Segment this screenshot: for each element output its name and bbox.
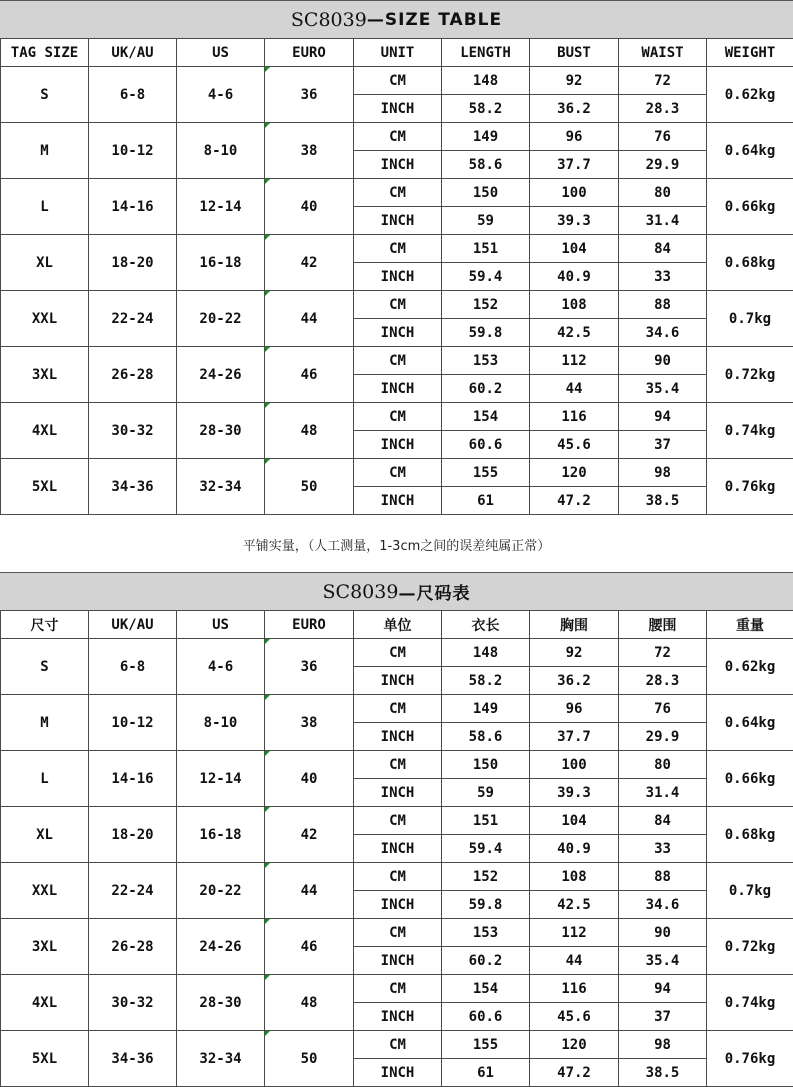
bust-inch-cell: 44 xyxy=(530,947,619,975)
tag-size-cell: L xyxy=(1,751,89,807)
waist-inch-cell: 31.4 xyxy=(619,779,707,807)
waist-inch-cell: 38.5 xyxy=(619,1059,707,1087)
tag-size-cell: S xyxy=(1,639,89,695)
bust-cm-cell: 120 xyxy=(530,1031,619,1059)
weight-cell: 0.68kg xyxy=(707,235,793,291)
unit-inch-cell: INCH xyxy=(354,207,442,235)
euro-cell: 48 xyxy=(265,975,354,1031)
tag-size-cell: 5XL xyxy=(1,1031,89,1087)
us-cell: 28-30 xyxy=(177,403,265,459)
uk-au-cell: 18-20 xyxy=(89,807,177,863)
header-unit: UNIT xyxy=(354,39,442,67)
waist-inch-cell: 31.4 xyxy=(619,207,707,235)
length-cm-cell: 153 xyxy=(442,919,530,947)
length-cm-cell: 149 xyxy=(442,123,530,151)
tag-size-cell: M xyxy=(1,123,89,179)
unit-inch-cell: INCH xyxy=(354,263,442,291)
uk-au-cell: 30-32 xyxy=(89,403,177,459)
unit-inch-cell: INCH xyxy=(354,947,442,975)
bust-inch-cell: 37.7 xyxy=(530,723,619,751)
unit-cm-cell: CM xyxy=(354,123,442,151)
uk-au-cell: 10-12 xyxy=(89,695,177,751)
unit-cm-cell: CM xyxy=(354,403,442,431)
unit-cm-cell: CM xyxy=(354,179,442,207)
us-cell: 16-18 xyxy=(177,807,265,863)
header-length: LENGTH xyxy=(442,39,530,67)
weight-cell: 0.66kg xyxy=(707,751,793,807)
unit-cm-cell: CM xyxy=(354,975,442,1003)
euro-cell: 38 xyxy=(265,695,354,751)
tag-size-cell: XXL xyxy=(1,863,89,919)
length-inch-cell: 58.6 xyxy=(442,151,530,179)
uk-au-cell: 26-28 xyxy=(89,919,177,975)
weight-cell: 0.62kg xyxy=(707,639,793,695)
waist-inch-cell: 34.6 xyxy=(619,891,707,919)
euro-cell: 50 xyxy=(265,1031,354,1087)
length-inch-cell: 60.2 xyxy=(442,375,530,403)
uk-au-cell: 34-36 xyxy=(89,1031,177,1087)
bust-inch-cell: 39.3 xyxy=(530,207,619,235)
weight-cell: 0.74kg xyxy=(707,975,793,1031)
unit-inch-cell: INCH xyxy=(354,375,442,403)
tag-size-cell: XXL xyxy=(1,291,89,347)
tag-size-cell: 3XL xyxy=(1,919,89,975)
size-table-code: SC8039 xyxy=(291,9,367,31)
length-cm-cell: 152 xyxy=(442,291,530,319)
bust-cm-cell: 92 xyxy=(530,639,619,667)
waist-inch-cell: 37 xyxy=(619,1003,707,1031)
table-row xyxy=(1,123,793,151)
bust-cm-cell: 92 xyxy=(530,67,619,95)
bust-cm-cell: 96 xyxy=(530,123,619,151)
header-row xyxy=(1,39,793,67)
table-row xyxy=(1,459,793,487)
length-inch-cell: 60.6 xyxy=(442,1003,530,1031)
waist-cm-cell: 76 xyxy=(619,695,707,723)
waist-inch-cell: 33 xyxy=(619,263,707,291)
length-inch-cell: 61 xyxy=(442,487,530,515)
bust-inch-cell: 40.9 xyxy=(530,835,619,863)
euro-cell: 48 xyxy=(265,403,354,459)
length-cm-cell: 149 xyxy=(442,695,530,723)
us-cell: 12-14 xyxy=(177,179,265,235)
waist-inch-cell: 35.4 xyxy=(619,947,707,975)
bust-cm-cell: 116 xyxy=(530,975,619,1003)
waist-cm-cell: 80 xyxy=(619,751,707,779)
waist-cm-cell: 72 xyxy=(619,67,707,95)
us-cell: 8-10 xyxy=(177,123,265,179)
waist-inch-cell: 28.3 xyxy=(619,95,707,123)
unit-inch-cell: INCH xyxy=(354,151,442,179)
weight-cell: 0.68kg xyxy=(707,807,793,863)
waist-cm-cell: 94 xyxy=(619,975,707,1003)
length-cm-cell: 154 xyxy=(442,975,530,1003)
unit-cm-cell: CM xyxy=(354,807,442,835)
us-cell: 28-30 xyxy=(177,975,265,1031)
bust-inch-cell: 40.9 xyxy=(530,263,619,291)
size-table-code-cn: SC8039 xyxy=(323,581,399,603)
table-row xyxy=(1,807,793,835)
bust-cm-cell: 104 xyxy=(530,807,619,835)
tag-size-cell: 4XL xyxy=(1,403,89,459)
weight-cell: 0.76kg xyxy=(707,459,793,515)
length-inch-cell: 59.4 xyxy=(442,263,530,291)
header-weight: WEIGHT xyxy=(707,39,793,67)
uk-au-cell: 18-20 xyxy=(89,235,177,291)
bust-cm-cell: 112 xyxy=(530,347,619,375)
waist-cm-cell: 88 xyxy=(619,863,707,891)
header-euro: EURO xyxy=(265,39,354,67)
us-cell: 8-10 xyxy=(177,695,265,751)
unit-cm-cell: CM xyxy=(354,639,442,667)
header-size-cn: 尺寸 xyxy=(1,611,89,639)
euro-cell: 44 xyxy=(265,863,354,919)
unit-inch-cell: INCH xyxy=(354,1059,442,1087)
euro-cell: 40 xyxy=(265,179,354,235)
bust-cm-cell: 112 xyxy=(530,919,619,947)
table-row xyxy=(1,291,793,319)
unit-inch-cell: INCH xyxy=(354,779,442,807)
us-cell: 4-6 xyxy=(177,67,265,123)
waist-cm-cell: 76 xyxy=(619,123,707,151)
tag-size-cell: 3XL xyxy=(1,347,89,403)
header-length-cn: 衣长 xyxy=(442,611,530,639)
uk-au-cell: 10-12 xyxy=(89,123,177,179)
size-table-cn xyxy=(0,610,793,1087)
table-row xyxy=(1,751,793,779)
header-uk-au-cn: UK/AU xyxy=(89,611,177,639)
header-weight-cn: 重量 xyxy=(707,611,793,639)
length-cm-cell: 155 xyxy=(442,459,530,487)
header-row-cn xyxy=(1,611,793,639)
table-row xyxy=(1,235,793,263)
header-euro-cn: EURO xyxy=(265,611,354,639)
euro-cell: 46 xyxy=(265,347,354,403)
waist-inch-cell: 34.6 xyxy=(619,319,707,347)
waist-cm-cell: 90 xyxy=(619,347,707,375)
weight-cell: 0.64kg xyxy=(707,123,793,179)
size-table-title xyxy=(0,0,793,39)
table-row xyxy=(1,863,793,891)
waist-cm-cell: 80 xyxy=(619,179,707,207)
unit-cm-cell: CM xyxy=(354,347,442,375)
length-cm-cell: 150 xyxy=(442,751,530,779)
length-cm-cell: 154 xyxy=(442,403,530,431)
bust-inch-cell: 37.7 xyxy=(530,151,619,179)
size-table-suffix-cn: —尺码表 xyxy=(398,579,470,604)
size-table-en xyxy=(0,38,793,515)
length-inch-cell: 59 xyxy=(442,207,530,235)
weight-cell: 0.7kg xyxy=(707,863,793,919)
uk-au-cell: 14-16 xyxy=(89,751,177,807)
waist-cm-cell: 94 xyxy=(619,403,707,431)
bust-inch-cell: 45.6 xyxy=(530,1003,619,1031)
us-cell: 16-18 xyxy=(177,235,265,291)
length-inch-cell: 59 xyxy=(442,779,530,807)
length-cm-cell: 153 xyxy=(442,347,530,375)
bust-inch-cell: 42.5 xyxy=(530,319,619,347)
uk-au-cell: 6-8 xyxy=(89,67,177,123)
size-table-suffix: —SIZE TABLE xyxy=(367,10,502,30)
table-row xyxy=(1,403,793,431)
waist-cm-cell: 90 xyxy=(619,919,707,947)
weight-cell: 0.74kg xyxy=(707,403,793,459)
euro-cell: 40 xyxy=(265,751,354,807)
euro-cell: 46 xyxy=(265,919,354,975)
euro-cell: 36 xyxy=(265,67,354,123)
us-cell: 20-22 xyxy=(177,863,265,919)
tag-size-cell: M xyxy=(1,695,89,751)
header-us: US xyxy=(177,39,265,67)
unit-cm-cell: CM xyxy=(354,695,442,723)
us-cell: 4-6 xyxy=(177,639,265,695)
length-inch-cell: 58.2 xyxy=(442,95,530,123)
unit-cm-cell: CM xyxy=(354,291,442,319)
waist-inch-cell: 29.9 xyxy=(619,723,707,751)
unit-cm-cell: CM xyxy=(354,235,442,263)
uk-au-cell: 14-16 xyxy=(89,179,177,235)
header-tag-size: TAG SIZE xyxy=(1,39,89,67)
euro-cell: 44 xyxy=(265,291,354,347)
bust-cm-cell: 100 xyxy=(530,751,619,779)
bust-cm-cell: 120 xyxy=(530,459,619,487)
weight-cell: 0.62kg xyxy=(707,67,793,123)
tag-size-cell: L xyxy=(1,179,89,235)
table-row xyxy=(1,179,793,207)
waist-cm-cell: 98 xyxy=(619,459,707,487)
length-inch-cell: 61 xyxy=(442,1059,530,1087)
unit-inch-cell: INCH xyxy=(354,319,442,347)
tag-size-cell: XL xyxy=(1,807,89,863)
header-waist-cn: 腰围 xyxy=(619,611,707,639)
weight-cell: 0.76kg xyxy=(707,1031,793,1087)
table-row xyxy=(1,919,793,947)
weight-cell: 0.66kg xyxy=(707,179,793,235)
weight-cell: 0.7kg xyxy=(707,291,793,347)
waist-inch-cell: 28.3 xyxy=(619,667,707,695)
waist-inch-cell: 29.9 xyxy=(619,151,707,179)
length-inch-cell: 60.2 xyxy=(442,947,530,975)
size-table-title-cn xyxy=(0,572,793,611)
unit-inch-cell: INCH xyxy=(354,667,442,695)
unit-inch-cell: INCH xyxy=(354,723,442,751)
uk-au-cell: 6-8 xyxy=(89,639,177,695)
tag-size-cell: 5XL xyxy=(1,459,89,515)
table-row xyxy=(1,1031,793,1059)
us-cell: 20-22 xyxy=(177,291,265,347)
length-inch-cell: 59.4 xyxy=(442,835,530,863)
waist-inch-cell: 33 xyxy=(619,835,707,863)
bust-cm-cell: 116 xyxy=(530,403,619,431)
euro-cell: 50 xyxy=(265,459,354,515)
us-cell: 32-34 xyxy=(177,459,265,515)
length-inch-cell: 59.8 xyxy=(442,891,530,919)
header-us-cn: US xyxy=(177,611,265,639)
waist-inch-cell: 37 xyxy=(619,431,707,459)
unit-inch-cell: INCH xyxy=(354,487,442,515)
us-cell: 12-14 xyxy=(177,751,265,807)
unit-cm-cell: CM xyxy=(354,459,442,487)
unit-cm-cell: CM xyxy=(354,67,442,95)
uk-au-cell: 22-24 xyxy=(89,863,177,919)
weight-cell: 0.72kg xyxy=(707,919,793,975)
length-cm-cell: 155 xyxy=(442,1031,530,1059)
bust-cm-cell: 108 xyxy=(530,291,619,319)
header-bust: BUST xyxy=(530,39,619,67)
unit-inch-cell: INCH xyxy=(354,431,442,459)
bust-cm-cell: 108 xyxy=(530,863,619,891)
header-uk-au: UK/AU xyxy=(89,39,177,67)
bust-cm-cell: 96 xyxy=(530,695,619,723)
bust-inch-cell: 42.5 xyxy=(530,891,619,919)
uk-au-cell: 30-32 xyxy=(89,975,177,1031)
uk-au-cell: 26-28 xyxy=(89,347,177,403)
waist-inch-cell: 38.5 xyxy=(619,487,707,515)
table-row xyxy=(1,347,793,375)
length-inch-cell: 58.6 xyxy=(442,723,530,751)
waist-cm-cell: 88 xyxy=(619,291,707,319)
length-inch-cell: 59.8 xyxy=(442,319,530,347)
us-cell: 24-26 xyxy=(177,919,265,975)
unit-inch-cell: INCH xyxy=(354,1003,442,1031)
bust-cm-cell: 104 xyxy=(530,235,619,263)
waist-cm-cell: 84 xyxy=(619,807,707,835)
weight-cell: 0.64kg xyxy=(707,695,793,751)
bust-inch-cell: 36.2 xyxy=(530,667,619,695)
header-waist: WAIST xyxy=(619,39,707,67)
euro-cell: 36 xyxy=(265,639,354,695)
bust-inch-cell: 36.2 xyxy=(530,95,619,123)
tag-size-cell: S xyxy=(1,67,89,123)
length-cm-cell: 151 xyxy=(442,235,530,263)
euro-cell: 42 xyxy=(265,807,354,863)
unit-cm-cell: CM xyxy=(354,863,442,891)
table-row xyxy=(1,975,793,1003)
bust-inch-cell: 45.6 xyxy=(530,431,619,459)
us-cell: 24-26 xyxy=(177,347,265,403)
tag-size-cell: XL xyxy=(1,235,89,291)
waist-cm-cell: 98 xyxy=(619,1031,707,1059)
length-inch-cell: 58.2 xyxy=(442,667,530,695)
measurement-note: 平铺实量，（人工测量，1-3cm之间的误差纯属正常） xyxy=(0,517,793,572)
length-cm-cell: 148 xyxy=(442,639,530,667)
length-cm-cell: 148 xyxy=(442,67,530,95)
table-row xyxy=(1,639,793,667)
uk-au-cell: 22-24 xyxy=(89,291,177,347)
waist-inch-cell: 35.4 xyxy=(619,375,707,403)
bust-inch-cell: 39.3 xyxy=(530,779,619,807)
bust-inch-cell: 47.2 xyxy=(530,1059,619,1087)
unit-inch-cell: INCH xyxy=(354,95,442,123)
us-cell: 32-34 xyxy=(177,1031,265,1087)
weight-cell: 0.72kg xyxy=(707,347,793,403)
header-unit-cn: 单位 xyxy=(354,611,442,639)
tag-size-cell: 4XL xyxy=(1,975,89,1031)
table-row xyxy=(1,67,793,95)
table-row xyxy=(1,695,793,723)
length-cm-cell: 152 xyxy=(442,863,530,891)
euro-cell: 38 xyxy=(265,123,354,179)
unit-cm-cell: CM xyxy=(354,919,442,947)
length-cm-cell: 151 xyxy=(442,807,530,835)
bust-cm-cell: 100 xyxy=(530,179,619,207)
unit-cm-cell: CM xyxy=(354,1031,442,1059)
length-inch-cell: 60.6 xyxy=(442,431,530,459)
bust-inch-cell: 47.2 xyxy=(530,487,619,515)
bust-inch-cell: 44 xyxy=(530,375,619,403)
waist-cm-cell: 84 xyxy=(619,235,707,263)
length-cm-cell: 150 xyxy=(442,179,530,207)
header-bust-cn: 胸围 xyxy=(530,611,619,639)
waist-cm-cell: 72 xyxy=(619,639,707,667)
unit-inch-cell: INCH xyxy=(354,891,442,919)
euro-cell: 42 xyxy=(265,235,354,291)
uk-au-cell: 34-36 xyxy=(89,459,177,515)
unit-inch-cell: INCH xyxy=(354,835,442,863)
unit-cm-cell: CM xyxy=(354,751,442,779)
